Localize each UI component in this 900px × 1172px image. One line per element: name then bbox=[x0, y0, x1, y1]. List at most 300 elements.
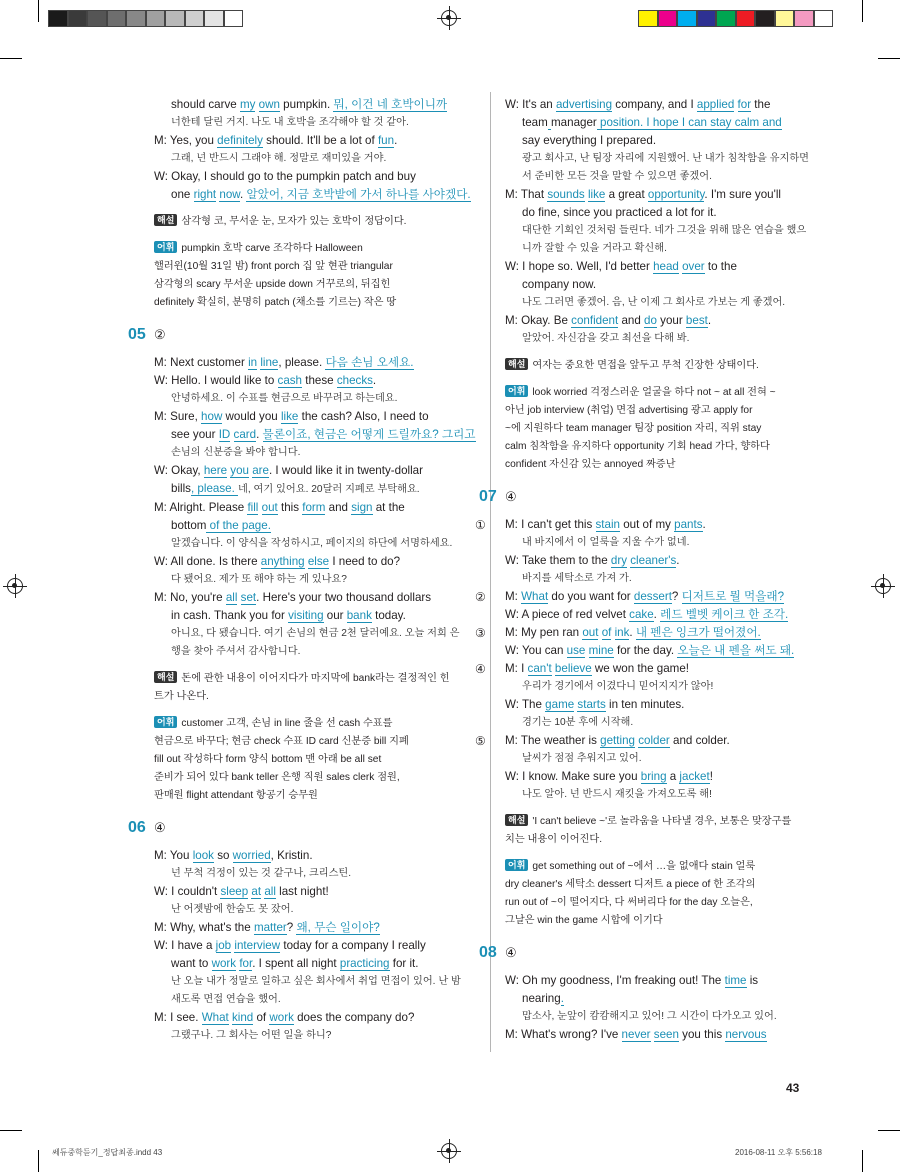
answer-blank: time bbox=[724, 974, 747, 987]
answer-blank: 뭐, 이건 네 호박이니까 bbox=[333, 98, 448, 111]
translation-text: 난 어젯밤에 한숨도 못 잤어. bbox=[171, 904, 294, 915]
transcript-line bbox=[154, 186, 471, 204]
option-marker: ① bbox=[475, 518, 486, 532]
transcript-text: a great bbox=[605, 188, 648, 201]
color-swatch bbox=[716, 10, 736, 27]
transcript-text: W: I have a bbox=[154, 939, 216, 952]
question-number: 05 bbox=[128, 326, 146, 343]
translation-text: 알겠습니다. 이 양식을 작성하시고, 페이지의 하단에 서명하세요. bbox=[171, 538, 453, 549]
transcript-text: and bbox=[325, 501, 352, 514]
translation-line bbox=[505, 714, 805, 732]
vocab-line bbox=[154, 715, 450, 733]
translation-line bbox=[154, 535, 453, 553]
answer-blank: for bbox=[239, 957, 253, 970]
answer-blank: out bbox=[582, 626, 599, 639]
transcript-text: W: Okay, I should go to the pumpkin patch and buy bbox=[154, 170, 416, 183]
transcript-line bbox=[475, 588, 805, 606]
transcript-text: . bbox=[676, 554, 680, 567]
color-swatch bbox=[697, 10, 717, 27]
translation-text: 바지를 세탁소로 가져 가. bbox=[522, 573, 632, 584]
transcript-text: today for a company I really bbox=[280, 939, 426, 952]
transcript-text bbox=[505, 662, 689, 676]
transcript-text: we won the game! bbox=[591, 662, 689, 675]
answer-blank: card bbox=[233, 428, 257, 441]
transcript-text: W: It's an bbox=[505, 98, 556, 111]
vocab-text: get something out of ~에서 …을 없애다 stain 얼룩 bbox=[532, 861, 756, 872]
vocab-line: calm 침착함을 유지하다 opportunity 기회 head 가다, 향하다 bbox=[505, 441, 770, 452]
transcript-text: M: Sure, bbox=[154, 410, 202, 423]
answer-blank: dessert bbox=[633, 590, 672, 603]
transcript-text: last night! bbox=[275, 885, 329, 898]
transcript-text: W: Okay, bbox=[154, 464, 204, 477]
translation-text: 경기는 10분 후에 시작해. bbox=[522, 717, 634, 728]
transcript-text: M: Next customer bbox=[154, 356, 249, 369]
answer-blank: job bbox=[215, 939, 232, 952]
vocab-line bbox=[154, 240, 450, 258]
vocab-tag: 어휘 bbox=[154, 716, 177, 728]
answer-blank: believe bbox=[554, 662, 592, 675]
answer-blank: use bbox=[566, 644, 586, 657]
answer-blank: of bbox=[601, 626, 612, 639]
translation-line bbox=[154, 1027, 450, 1045]
answer-blank: 물론이죠, 현금은 어떻게 드릴까요? 그리고 bbox=[262, 428, 476, 441]
transcript-text: our bbox=[323, 609, 347, 622]
translation-text: 안녕하세요. 이 수표를 현금으로 바꾸려고 하는데요. bbox=[171, 393, 398, 404]
crop-mark bbox=[878, 1130, 900, 1131]
answer-blank: of the page. bbox=[206, 519, 271, 532]
translation-line bbox=[154, 150, 450, 168]
transcript-text: nearing bbox=[522, 992, 561, 1005]
transcript-text: in cash. Thank you for bbox=[171, 609, 289, 622]
transcript-text: one bbox=[171, 188, 194, 201]
answer-blank: bank bbox=[346, 609, 372, 622]
translation-text: 내 바지에서 이 얼룩을 지울 수가 없네. bbox=[522, 537, 690, 548]
registration-mark-icon bbox=[7, 578, 23, 594]
option-marker: ③ bbox=[475, 626, 486, 640]
explanation-note bbox=[154, 670, 450, 688]
answer-blank: game bbox=[545, 698, 575, 711]
transcript-text: your bbox=[656, 314, 686, 327]
transcript-text: I need to do? bbox=[329, 555, 401, 568]
translation-line bbox=[154, 991, 450, 1009]
gray-swatch bbox=[68, 10, 88, 27]
color-swatch bbox=[794, 10, 814, 27]
answer-marker: ④ bbox=[505, 945, 517, 960]
answer-blank: , please. bbox=[190, 482, 239, 495]
answer-blank: out bbox=[261, 501, 278, 514]
crop-mark bbox=[862, 1150, 863, 1172]
answer-blank: . bbox=[560, 992, 564, 1005]
answer-blank: form bbox=[302, 501, 326, 514]
answer-blank: definitely bbox=[217, 134, 263, 147]
transcript-line bbox=[154, 937, 450, 955]
explanation-tag: 해설 bbox=[505, 358, 528, 370]
transcript-line bbox=[505, 186, 805, 204]
crop-mark bbox=[38, 0, 39, 22]
translation-text: 알았어. 자신감을 갖고 최선을 다해 봐. bbox=[522, 333, 690, 344]
transcript-text: at the bbox=[372, 501, 405, 514]
translation-text: 그랬구나. 그 회사는 어떤 일을 하니? bbox=[171, 1030, 332, 1041]
registration-mark-icon bbox=[441, 10, 457, 26]
answer-blank: work bbox=[269, 1011, 294, 1024]
transcript-text: do fine, since you practiced a lot for it. bbox=[522, 206, 717, 219]
transcript-text: . bbox=[256, 428, 263, 441]
option-marker: ④ bbox=[475, 662, 486, 676]
transcript-line bbox=[154, 426, 476, 444]
translation-text: 다 됐어요. 제가 또 해야 하는 게 있나요? bbox=[171, 574, 347, 585]
translation-line bbox=[154, 643, 450, 661]
transcript-line bbox=[154, 589, 450, 607]
answer-blank: What bbox=[521, 590, 549, 603]
explanation-note bbox=[505, 813, 805, 831]
answer-blank: are bbox=[252, 464, 269, 477]
transcript-line bbox=[154, 96, 450, 114]
transcript-line bbox=[505, 276, 805, 294]
translation-text: 아니요, 다 됐습니다. 여기 손님의 현금 2천 달러예요. 오늘 저희 은 bbox=[171, 628, 460, 639]
transcript-text: . bbox=[707, 314, 712, 327]
transcript-text: W: The bbox=[505, 698, 546, 711]
color-swatch bbox=[736, 10, 756, 27]
transcript-line bbox=[475, 732, 805, 750]
answer-blank: bring bbox=[640, 770, 667, 783]
explanation-text: 돈에 관한 내용이 이어지다가 마지막에 bank라는 결정적인 힌 bbox=[181, 673, 450, 684]
vocab-text: look worried 걱정스러운 얼굴을 하다 not ~ at all 전혀 ~ bbox=[532, 387, 776, 398]
explanation-note bbox=[505, 357, 805, 375]
answer-blank: cash bbox=[277, 374, 303, 387]
answer-blank: like bbox=[280, 410, 299, 423]
question-number: 07 bbox=[479, 488, 497, 505]
translation-line bbox=[505, 150, 810, 168]
transcript-text: W: I know. Make sure you bbox=[505, 770, 641, 783]
transcript-text: manager bbox=[551, 116, 597, 129]
transcript-text: for the day. bbox=[613, 644, 678, 657]
vocab-line bbox=[505, 858, 805, 876]
transcript-text bbox=[505, 734, 730, 748]
answer-blank: dry bbox=[610, 554, 628, 567]
transcript-text: M: Yes, you bbox=[154, 134, 218, 147]
answer-blank: head bbox=[653, 260, 679, 273]
transcript-text: should. It'll be a lot of bbox=[262, 134, 378, 147]
transcript-text: M: Why, what's the bbox=[154, 921, 254, 934]
answer-blank: 레드 벨벳 케이크 한 조각. bbox=[660, 608, 789, 621]
transcript-text: M: No, you're bbox=[154, 591, 226, 604]
color-calibration-strip bbox=[638, 10, 833, 27]
answer-blank: matter bbox=[253, 921, 287, 934]
answer-blank: starts bbox=[577, 698, 606, 711]
vocab-line: confident 자신감 있는 annoyed 짜증난 bbox=[505, 459, 676, 470]
transcript-text: M: The weather is bbox=[505, 734, 601, 747]
column-divider bbox=[490, 92, 491, 1052]
answer-marker: ④ bbox=[154, 820, 166, 835]
vocab-block bbox=[505, 384, 805, 474]
translation-text: 서 준비한 모든 것을 말할 수 있으면 좋겠어. bbox=[522, 171, 712, 182]
transcript-text bbox=[505, 518, 706, 532]
answer-blank: jacket bbox=[679, 770, 710, 783]
transcript-line bbox=[505, 972, 805, 990]
vocab-line: 그날은 win the game 시합에 이기다 bbox=[505, 915, 663, 926]
answer-blank: opportunity bbox=[647, 188, 705, 201]
transcript-text: see your bbox=[171, 428, 219, 441]
transcript-line bbox=[505, 642, 805, 660]
translation-line bbox=[505, 330, 805, 348]
transcript-text: in ten minutes. bbox=[605, 698, 685, 711]
explanation-tag: 해설 bbox=[154, 671, 177, 683]
explanation-text: 여자는 중요한 면접을 앞두고 무척 긴장한 상태이다. bbox=[532, 360, 759, 371]
transcript-line bbox=[154, 354, 450, 372]
answer-blank: how bbox=[201, 410, 223, 423]
answer-marker: ④ bbox=[505, 489, 517, 504]
transcript-line bbox=[154, 499, 450, 517]
transcript-text: today. bbox=[371, 609, 406, 622]
transcript-text: M: I see. bbox=[154, 1011, 202, 1024]
transcript-text: W: I couldn't bbox=[154, 885, 221, 898]
transcript-line bbox=[154, 1009, 450, 1027]
answer-blank: fill bbox=[247, 501, 259, 514]
transcript-text: . Here's your two thousand dollars bbox=[256, 591, 432, 604]
crop-mark bbox=[38, 1150, 39, 1172]
answer-blank: 오늘은 내 펜을 써도 돼. bbox=[677, 644, 795, 657]
answer-blank: sleep bbox=[220, 885, 249, 898]
transcript-text: . bbox=[394, 134, 398, 147]
answer-blank: mine bbox=[588, 644, 614, 657]
transcript-line bbox=[154, 480, 450, 499]
transcript-text: the cash? Also, I need to bbox=[298, 410, 429, 423]
answer-blank: position. I hope I can stay calm and bbox=[596, 116, 782, 129]
vocab-block bbox=[154, 715, 450, 805]
translation-text: 새도록 면접 연습을 했어. bbox=[171, 994, 281, 1005]
transcript-text: ? bbox=[671, 590, 682, 603]
translation-line bbox=[505, 750, 805, 768]
translation-text: 우리가 경기에서 이겼다니 믿어지지가 않아! bbox=[522, 681, 714, 692]
registration-mark-icon bbox=[875, 578, 891, 594]
transcript-line bbox=[154, 517, 450, 535]
footer-filename: 쎄듀중학듣기_정답최종.indd 43 bbox=[52, 1148, 163, 1157]
answer-blank: interview bbox=[234, 939, 281, 952]
crop-mark bbox=[878, 58, 900, 59]
translation-line bbox=[505, 240, 805, 258]
translation-text: 나도 알아. 넌 반드시 재킷을 가져오도록 해! bbox=[522, 789, 712, 800]
answer-blank: else bbox=[307, 555, 330, 568]
color-swatch bbox=[658, 10, 678, 27]
answer-blank: sign bbox=[351, 501, 373, 514]
translation-text: 행을 찾아 주셔서 감사합니다. bbox=[171, 646, 301, 657]
translation-text: 그래, 넌 반드시 그래야 해. 정말로 재미있을 거야. bbox=[171, 153, 387, 164]
transcript-line bbox=[154, 168, 450, 186]
answer-blank: cleaner's bbox=[630, 554, 677, 567]
explanation-text: 삼각형 코, 무서운 눈, 모자가 있는 호박이 정답이다. bbox=[181, 216, 407, 227]
translation-line bbox=[154, 390, 450, 408]
answer-blank: for bbox=[737, 98, 752, 111]
answer-blank: never bbox=[621, 1028, 651, 1041]
answer-blank: worried bbox=[232, 849, 271, 862]
answer-blank: pants bbox=[674, 518, 703, 531]
transcript-line bbox=[154, 607, 450, 625]
transcript-text: a bbox=[666, 770, 680, 783]
answer-blank: sounds bbox=[547, 188, 585, 201]
translation-text: 광고 회사고, 난 팀장 자리에 지원했어. 난 내가 침착함을 유지하면 bbox=[522, 153, 810, 164]
vocab-line: fill out 작성하다 form 양식 bottom 맨 아래 be all set bbox=[154, 754, 382, 765]
transcript-text: does the company do? bbox=[293, 1011, 415, 1024]
answer-blank: line bbox=[260, 356, 279, 369]
answer-blank: over bbox=[682, 260, 705, 273]
answer-blank: nervous bbox=[725, 1028, 767, 1041]
explanation-text: 'I can't believe ~'로 놀라움을 나타낼 경우, 보통은 맞장구를 bbox=[532, 816, 792, 827]
answer-blank: seen bbox=[653, 1028, 679, 1041]
vocab-line: 준비가 되어 있다 bank teller 은행 직원 sales clerk 점원, bbox=[154, 772, 400, 783]
gray-swatch bbox=[107, 10, 127, 27]
left-column bbox=[128, 96, 476, 1045]
translation-line bbox=[154, 973, 461, 991]
explanation-text: 치는 내용이 이어진다. bbox=[505, 834, 603, 845]
transcript-text: W: Take them to the bbox=[505, 554, 611, 567]
translation-line bbox=[154, 901, 450, 919]
transcript-line bbox=[505, 96, 805, 114]
answer-blank: getting bbox=[600, 734, 635, 747]
color-swatch bbox=[638, 10, 658, 27]
vocab-tag: 어휘 bbox=[505, 385, 528, 397]
vocab-block bbox=[505, 858, 805, 930]
answer-blank: 다음 손님 오세요. bbox=[325, 356, 414, 369]
translation-text: 날씨가 점점 추워지고 있어. bbox=[522, 753, 642, 764]
gray-swatch bbox=[224, 10, 244, 27]
transcript-line bbox=[154, 372, 450, 390]
translation-line bbox=[505, 1008, 805, 1026]
transcript-text: and bbox=[618, 314, 645, 327]
transcript-line bbox=[505, 132, 805, 150]
answer-blank: can't bbox=[527, 662, 552, 675]
transcript-line bbox=[505, 552, 805, 570]
answer-blank: my bbox=[239, 98, 256, 111]
transcript-text: should carve bbox=[171, 98, 240, 111]
crop-mark bbox=[0, 1130, 22, 1131]
transcript-text: W: A piece of red velvet bbox=[505, 608, 630, 621]
transcript-line bbox=[154, 847, 450, 865]
transcript-text: M: Alright. Please bbox=[154, 501, 248, 514]
answer-blank: What bbox=[201, 1011, 229, 1024]
vocab-line: 판매원 flight attendant 항공기 승무원 bbox=[154, 790, 318, 801]
vocab-line: 아닌 job interview (취업) 면접 advertising 광고 apply for bbox=[505, 405, 753, 416]
answer-blank: anything bbox=[260, 555, 305, 568]
translation-line bbox=[505, 570, 805, 588]
explanation-tag: 해설 bbox=[505, 814, 528, 826]
answer-blank: 내 펜은 잉크가 떨어졌어. bbox=[635, 626, 761, 639]
transcript-text: ! bbox=[709, 770, 713, 783]
answer-blank: applied bbox=[696, 98, 735, 111]
transcript-line bbox=[475, 516, 805, 534]
translation-text: 나도 그러면 좋겠어. 음, 난 이제 그 회사로 가보는 게 좋겠어. bbox=[522, 297, 786, 308]
answer-blank: confident bbox=[571, 314, 619, 327]
transcript-text: the bbox=[751, 98, 771, 111]
transcript-text: pumpkin. bbox=[279, 98, 334, 111]
transcript-text: , Kristin. bbox=[270, 849, 313, 862]
question-number: 08 bbox=[479, 944, 497, 961]
transcript-text: M: You bbox=[154, 849, 193, 862]
transcript-text: M: I bbox=[505, 662, 528, 675]
crop-mark bbox=[0, 58, 22, 59]
answer-blank: now bbox=[219, 188, 241, 201]
transcript-text: out of my bbox=[620, 518, 675, 531]
answer-blank: right bbox=[193, 188, 217, 201]
transcript-text: , please. bbox=[278, 356, 326, 369]
translation-text: 넌 무척 걱정이 있는 것 같구나, 크리스틴. bbox=[171, 868, 352, 879]
translation-text: 대단한 기회인 것처럼 들린다. 네가 그것을 위해 많은 연습을 했으 bbox=[522, 225, 807, 236]
answer-blank: ink bbox=[614, 626, 630, 639]
color-swatch bbox=[814, 10, 834, 27]
translation-line bbox=[505, 294, 805, 312]
transcript-text: . bbox=[240, 188, 247, 201]
vocab-block bbox=[154, 240, 450, 312]
translation-text: 너한테 달린 거지. 나도 내 호박을 조각해야 할 것 같아. bbox=[171, 117, 409, 128]
gray-swatch bbox=[165, 10, 185, 27]
transcript-line bbox=[505, 114, 805, 132]
transcript-text: is bbox=[746, 974, 759, 987]
gray-swatch bbox=[87, 10, 107, 27]
transcript-text: M: What's wrong? I've bbox=[505, 1028, 622, 1041]
answer-blank: best bbox=[685, 314, 708, 327]
transcript-text: of bbox=[253, 1011, 270, 1024]
answer-blank: advertising bbox=[555, 98, 613, 111]
transcript-text: so bbox=[213, 849, 233, 862]
transcript-text: . I'm sure you'll bbox=[704, 188, 781, 201]
translation-line bbox=[505, 168, 805, 186]
question-header-08 bbox=[479, 944, 805, 962]
option-marker: ② bbox=[475, 590, 486, 604]
transcript-line bbox=[154, 955, 450, 973]
answer-blank: ID bbox=[218, 428, 231, 441]
transcript-line bbox=[505, 258, 805, 276]
question-header-05 bbox=[128, 326, 450, 344]
answer-blank: 왜, 무슨 일이야? bbox=[296, 921, 380, 934]
translation-line bbox=[505, 786, 805, 804]
transcript-line bbox=[154, 553, 450, 571]
answer-blank: visiting bbox=[288, 609, 324, 622]
answer-blank: in bbox=[248, 356, 258, 369]
transcript-text: do you want for bbox=[548, 590, 634, 603]
answer-blank: you bbox=[230, 464, 249, 477]
transcript-text: M: bbox=[505, 590, 522, 603]
transcript-line bbox=[505, 696, 805, 714]
transcript-line bbox=[475, 624, 805, 642]
vocab-line: definitely 확실히, 분명히 patch (채소를 기르는) 작은 땅 bbox=[154, 297, 397, 308]
question-number: 06 bbox=[128, 819, 146, 836]
transcript-text: want to bbox=[171, 957, 212, 970]
transcript-text: W: Oh my goodness, I'm freaking out! The bbox=[505, 974, 725, 987]
transcript-text: . bbox=[629, 626, 636, 639]
transcript-text: . bbox=[653, 608, 661, 621]
answer-blank: at bbox=[251, 885, 262, 898]
vocab-text: customer 고객, 손님 in line 줄을 선 cash 수표를 bbox=[181, 718, 393, 729]
explanation-text: 트가 나온다. bbox=[154, 691, 209, 702]
transcript-text: bills bbox=[171, 482, 191, 495]
translation-line bbox=[505, 678, 805, 696]
registration-mark-icon bbox=[441, 1143, 457, 1159]
transcript-text: this bbox=[277, 501, 303, 514]
answer-blank: stain bbox=[595, 518, 620, 531]
transcript-text: M: I can't get this bbox=[505, 518, 596, 531]
vocab-line: 현금으로 바꾸다; 현금 check 수표 ID card 신분증 bill 지폐 bbox=[154, 736, 409, 747]
transcript-text: M: My pen ran bbox=[505, 626, 583, 639]
transcript-line bbox=[505, 204, 805, 222]
translation-text: 맙소사, 눈앞이 캄캄해지고 있어! 그 시간이 다가오고 있어. bbox=[522, 1011, 777, 1022]
answer-blank: all bbox=[264, 885, 276, 898]
answer-blank: kind bbox=[231, 1011, 254, 1024]
transcript-line bbox=[154, 132, 450, 150]
translation-text: 난 오늘 내가 정말로 일하고 싶은 회사에서 취업 면접이 있어. 난 밤 bbox=[171, 976, 461, 987]
translation-line bbox=[154, 571, 450, 589]
transcript-text: company, and I bbox=[612, 98, 697, 111]
translation-line bbox=[505, 222, 805, 240]
answer-blank: checks bbox=[336, 374, 373, 387]
